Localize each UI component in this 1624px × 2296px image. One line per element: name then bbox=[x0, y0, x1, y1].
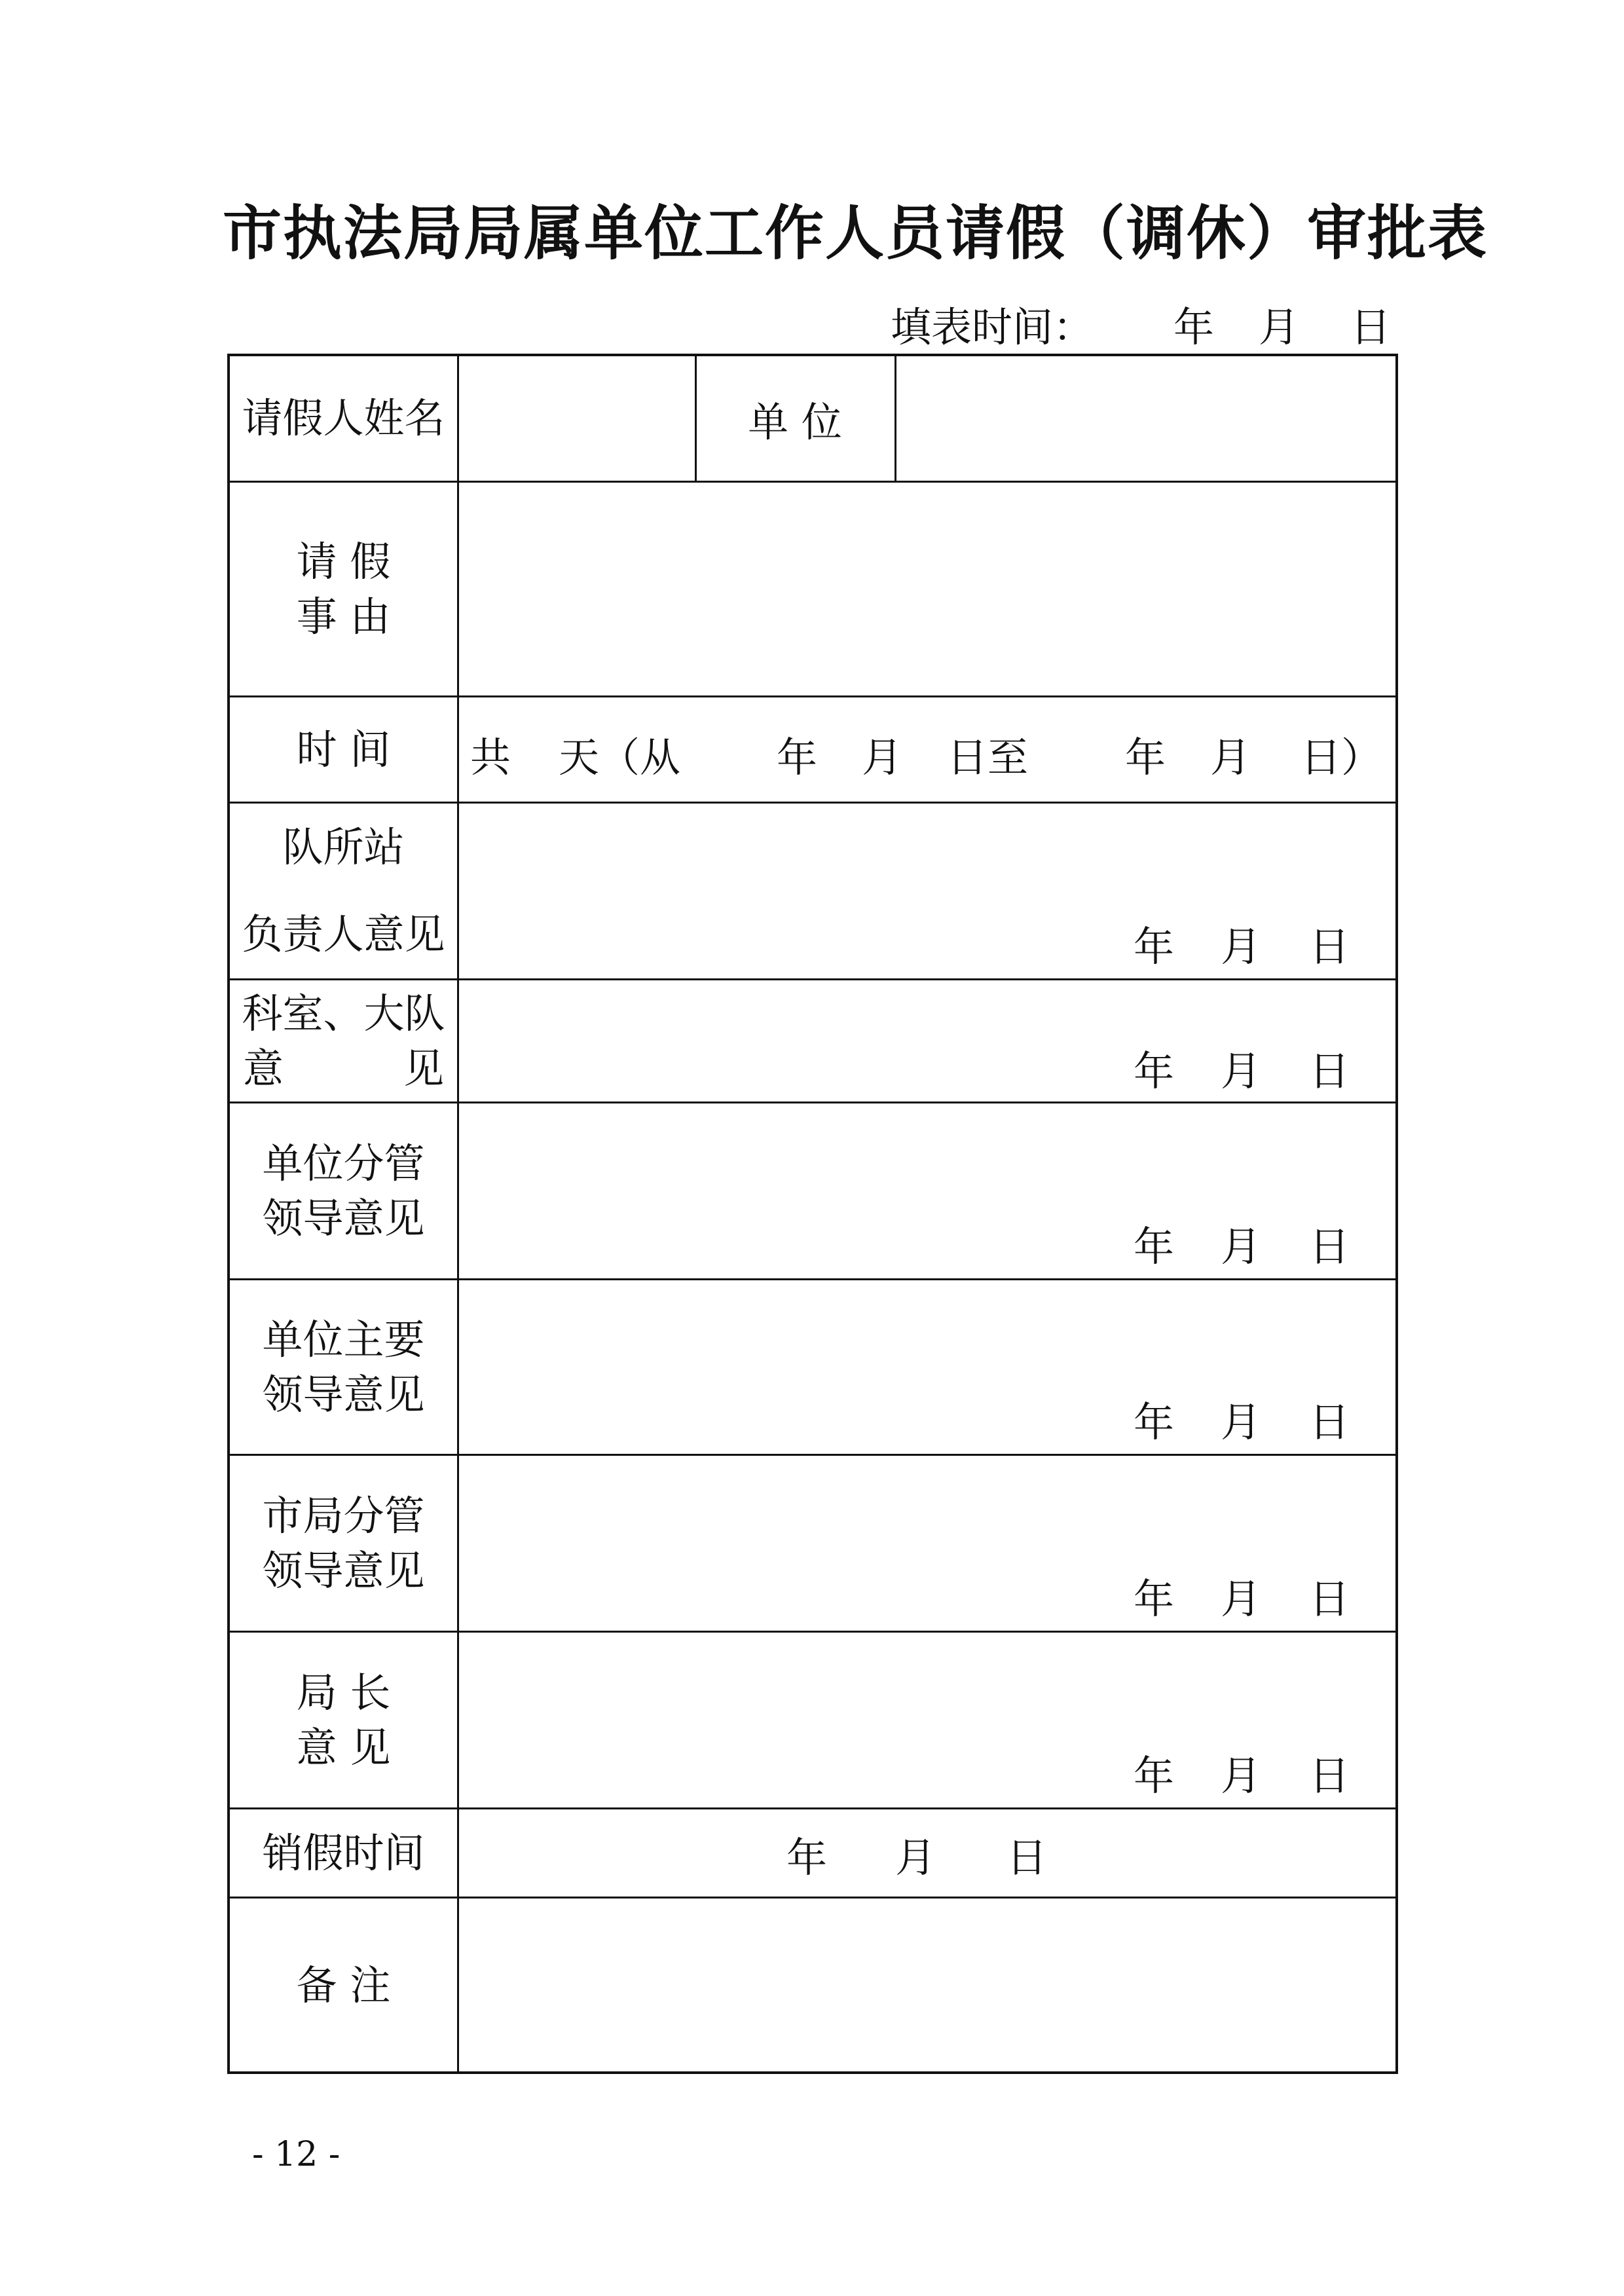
date-month: 月 bbox=[1221, 1223, 1262, 1270]
column-divider bbox=[457, 356, 459, 2074]
period-total: 共 bbox=[470, 733, 511, 781]
date-year: 年 bbox=[1134, 923, 1175, 971]
fill-date-day: 日 bbox=[1350, 303, 1392, 351]
city-dep-label-line1: 市局分管 bbox=[262, 1491, 425, 1540]
period-end-month: 月 bbox=[1210, 733, 1251, 781]
period-start-day-to: 日至 bbox=[947, 733, 1029, 781]
period-days-from: 天（从 bbox=[559, 733, 681, 781]
unit-deputy-opinion-date bbox=[1134, 1214, 1395, 1270]
section-opinion-date bbox=[1134, 1039, 1395, 1095]
remark-field[interactable] bbox=[460, 1898, 1397, 2071]
date-day: 日 bbox=[1309, 1047, 1350, 1095]
date-day: 日 bbox=[1309, 1398, 1350, 1446]
applicant-name-label: 请假人姓名 bbox=[242, 394, 445, 443]
date-month: 月 bbox=[1221, 1575, 1262, 1623]
date-year: 年 bbox=[786, 1834, 828, 1881]
city-dep-label-line2: 领导意见 bbox=[262, 1546, 425, 1595]
reason-field[interactable] bbox=[460, 483, 1397, 694]
date-day: 日 bbox=[1309, 1223, 1350, 1270]
column-divider bbox=[895, 356, 896, 481]
approval-form-table bbox=[227, 354, 1398, 2074]
fill-date bbox=[891, 295, 1401, 351]
date-year: 年 bbox=[1134, 1575, 1175, 1623]
date-year: 年 bbox=[1134, 1223, 1175, 1270]
team-label-line1: 队所站 bbox=[282, 823, 405, 871]
period-end-year: 年 bbox=[1125, 733, 1166, 781]
city-deputy-opinion-date bbox=[1134, 1566, 1395, 1623]
period-end-day: 日） bbox=[1301, 733, 1382, 781]
date-month: 月 bbox=[1221, 1752, 1262, 1800]
director-label-line2: 意 见 bbox=[296, 1723, 391, 1771]
unit-dep-label-line1: 单位分管 bbox=[262, 1139, 425, 1187]
date-day: 日 bbox=[1309, 1752, 1350, 1800]
unit-deputy-opinion-label bbox=[230, 1103, 457, 1278]
section-label-line1: 科室、大队 bbox=[242, 989, 445, 1037]
date-month: 月 bbox=[1221, 923, 1262, 971]
unit-main-label-line2: 领导意见 bbox=[262, 1370, 425, 1418]
team-label-line2: 负责人意见 bbox=[242, 910, 445, 959]
cancel-leave-label: 销假时间 bbox=[262, 1828, 425, 1877]
fill-date-label: 填表时间： bbox=[891, 303, 1094, 351]
period-start-month: 月 bbox=[862, 733, 903, 781]
form-title: 市执法局局属单位工作人员请假（调休）审批表 bbox=[223, 199, 1488, 268]
date-year: 年 bbox=[1134, 1752, 1175, 1800]
date-day: 日 bbox=[1309, 1575, 1350, 1623]
time-label: 时 间 bbox=[296, 725, 391, 773]
section-label-line2 bbox=[230, 1041, 457, 1096]
unit-label: 单 位 bbox=[748, 398, 842, 446]
director-opinion-date bbox=[1134, 1743, 1395, 1800]
period-start-year: 年 bbox=[777, 733, 818, 781]
section-label-jian: 见 bbox=[403, 1044, 444, 1092]
date-month: 月 bbox=[1221, 1398, 1262, 1446]
fill-date-month: 月 bbox=[1259, 303, 1300, 351]
unit-dep-label-line2: 领导意见 bbox=[262, 1194, 425, 1242]
unit-field[interactable] bbox=[898, 356, 1395, 479]
reason-label-line2: 事 由 bbox=[296, 592, 391, 640]
section-label-yi: 意 bbox=[243, 1044, 284, 1092]
date-month: 月 bbox=[895, 1834, 936, 1881]
date-year: 年 bbox=[1134, 1398, 1175, 1446]
remark-label: 备 注 bbox=[296, 1961, 391, 2010]
date-day: 日 bbox=[1006, 1834, 1048, 1881]
unit-main-opinion-label bbox=[230, 1280, 457, 1454]
leave-period[interactable] bbox=[470, 725, 1400, 781]
team-leader-opinion-label bbox=[230, 804, 457, 978]
city-deputy-opinion-label bbox=[230, 1456, 457, 1631]
team-opinion-date bbox=[1134, 914, 1395, 971]
fill-date-year: 年 bbox=[1173, 303, 1215, 351]
page-number: - 12 - bbox=[252, 2135, 341, 2174]
director-label-line1: 局 长 bbox=[296, 1668, 391, 1716]
date-month: 月 bbox=[1221, 1047, 1262, 1095]
unit-main-opinion-date bbox=[1134, 1390, 1395, 1446]
section-opinion-label bbox=[230, 980, 457, 1102]
reason-label bbox=[230, 483, 457, 695]
date-day: 日 bbox=[1309, 923, 1350, 971]
director-opinion-label bbox=[230, 1633, 457, 1807]
date-year: 年 bbox=[1134, 1047, 1175, 1095]
cancel-leave-date[interactable] bbox=[786, 1825, 1048, 1881]
applicant-name-field[interactable] bbox=[460, 356, 693, 479]
unit-main-label-line1: 单位主要 bbox=[262, 1315, 425, 1363]
reason-label-line1: 请 假 bbox=[296, 537, 391, 585]
